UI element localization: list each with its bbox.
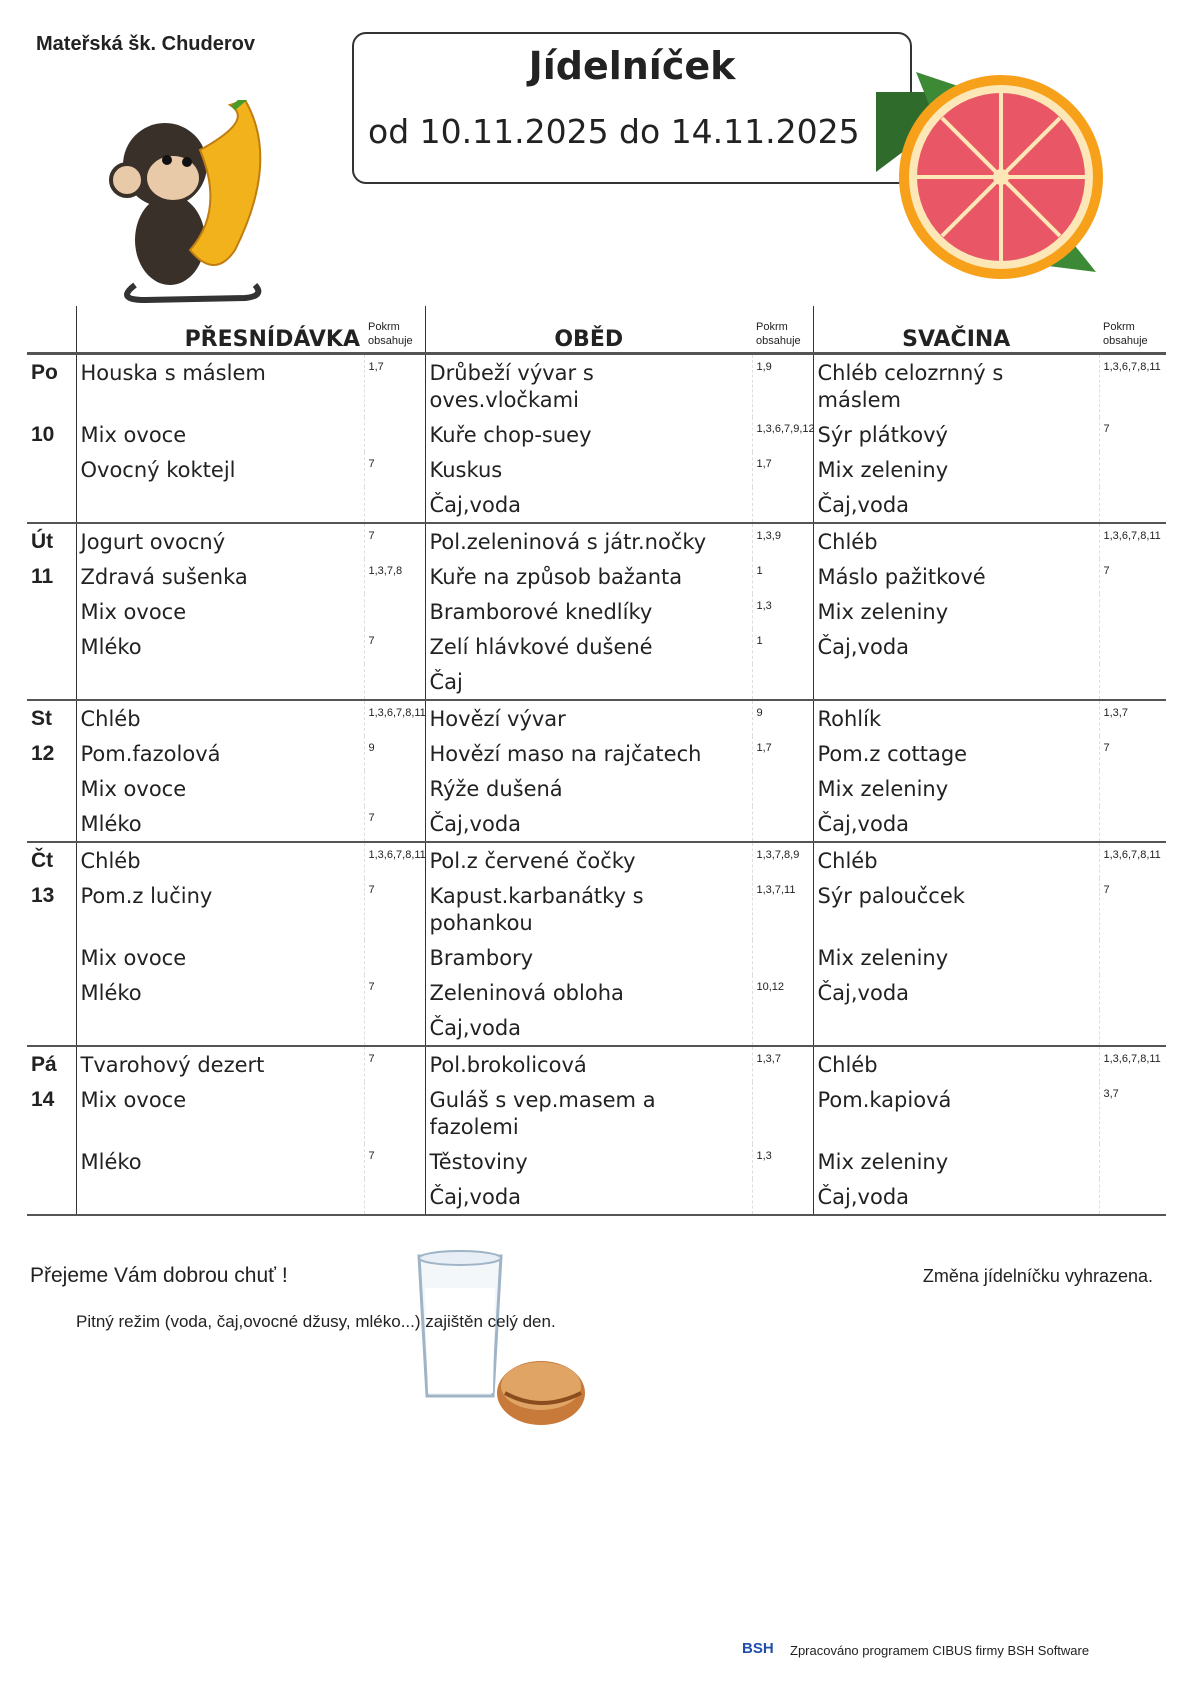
breakfast-item: Zdravá sušenka bbox=[76, 559, 364, 594]
wish-text: Přejeme Vám dobrou chuť ! bbox=[30, 1264, 288, 1287]
day-name: Pá bbox=[31, 1053, 57, 1076]
menu-row bbox=[27, 940, 1166, 975]
day-cell bbox=[27, 1010, 76, 1046]
snack-item: Chléb bbox=[813, 523, 1099, 559]
allergens: 7 bbox=[364, 523, 425, 559]
allergens: 1,3,6,7,8,11 bbox=[1099, 842, 1166, 878]
allergens bbox=[1099, 664, 1166, 700]
menu-row bbox=[27, 1046, 1166, 1082]
allergens: 7 bbox=[364, 1046, 425, 1082]
lunch-item: Zeleninová obloha bbox=[425, 975, 752, 1010]
allergens bbox=[1099, 487, 1166, 523]
allergens: 10,12 bbox=[752, 975, 813, 1010]
allergens: 1,7 bbox=[752, 736, 813, 771]
menu-row bbox=[27, 1144, 1166, 1179]
breakfast-item: Mléko bbox=[76, 1144, 364, 1179]
allergens bbox=[752, 940, 813, 975]
allergens: 7 bbox=[364, 806, 425, 842]
allergens bbox=[1099, 771, 1166, 806]
allergens: 7 bbox=[1099, 559, 1166, 594]
menu-row bbox=[27, 559, 1166, 594]
lunch-item: Čaj,voda bbox=[425, 487, 752, 523]
day-name: St bbox=[31, 707, 52, 730]
snack-item: Mix zeleniny bbox=[813, 940, 1099, 975]
allergens bbox=[364, 1082, 425, 1144]
menu-row bbox=[27, 629, 1166, 664]
lunch-item: Těstoviny bbox=[425, 1144, 752, 1179]
allergen-header: Pokrm obsahuje bbox=[364, 306, 425, 354]
day-cell bbox=[27, 452, 76, 487]
day-cell bbox=[27, 771, 76, 806]
lunch-item: Pol.zeleninová s játr.nočky bbox=[425, 523, 752, 559]
allergens bbox=[752, 806, 813, 842]
lunch-item: Kuře na způsob bažanta bbox=[425, 559, 752, 594]
milk-cookie-image bbox=[415, 1248, 590, 1433]
lunch-item: Brambory bbox=[425, 940, 752, 975]
day-name: Po bbox=[31, 361, 58, 384]
menu-row bbox=[27, 771, 1166, 806]
allergens: 1,3,7 bbox=[752, 1046, 813, 1082]
menu-row bbox=[27, 664, 1166, 700]
snack-item: Čaj,voda bbox=[813, 806, 1099, 842]
allergens: 1,3 bbox=[752, 1144, 813, 1179]
day-cell bbox=[27, 629, 76, 664]
allergens bbox=[1099, 594, 1166, 629]
breakfast-item: Mléko bbox=[76, 975, 364, 1010]
breakfast-item bbox=[76, 664, 364, 700]
monkey-banana-image bbox=[105, 100, 275, 305]
lunch-item: Čaj,voda bbox=[425, 806, 752, 842]
allergens: 7 bbox=[364, 1144, 425, 1179]
allergens bbox=[752, 1010, 813, 1046]
day-number: 14 bbox=[31, 1088, 55, 1111]
allergens: 9 bbox=[752, 700, 813, 736]
breakfast-item: Mléko bbox=[76, 806, 364, 842]
change-notice: Změna jídelníčku vyhrazena. bbox=[922, 1266, 1153, 1286]
menu-body bbox=[27, 354, 1166, 1216]
menu-row bbox=[27, 1082, 1166, 1144]
allergens bbox=[1099, 940, 1166, 975]
snack-item: Sýr paloučcek bbox=[813, 878, 1099, 940]
allergens bbox=[1099, 806, 1166, 842]
snack-item: Pom.kapiová bbox=[813, 1082, 1099, 1144]
allergens: 1,3,6,7,8,11 bbox=[1099, 354, 1166, 418]
allergens bbox=[752, 1082, 813, 1144]
date-range: od 10.11.2025 do 14.11.2025 bbox=[368, 112, 860, 151]
breakfast-item: Chléb bbox=[76, 842, 364, 878]
menu-row bbox=[27, 523, 1166, 559]
snack-item: Čaj,voda bbox=[813, 629, 1099, 664]
breakfast-item: Mix ovoce bbox=[76, 594, 364, 629]
allergens: 7 bbox=[364, 629, 425, 664]
allergens: 1,3,6,7,8,11 bbox=[364, 700, 425, 736]
allergens bbox=[364, 771, 425, 806]
allergens bbox=[364, 594, 425, 629]
allergens bbox=[1099, 1010, 1166, 1046]
snack-item: Mix zeleniny bbox=[813, 1144, 1099, 1179]
day-cell bbox=[27, 1179, 76, 1215]
allergens: 1,3,7,8,9 bbox=[752, 842, 813, 878]
allergens: 1,3,6,7,8,11 bbox=[364, 842, 425, 878]
allergens: 7 bbox=[1099, 878, 1166, 940]
menu-row bbox=[27, 594, 1166, 629]
breakfast-item: Tvarohový dezert bbox=[76, 1046, 364, 1082]
lunch-item: Kuskus bbox=[425, 452, 752, 487]
breakfast-item: Ovocný koktejl bbox=[76, 452, 364, 487]
drinking-regime-text: Pitný režim (voda, čaj,ovocné džusy, mléko...) zajištěn celý den. bbox=[76, 1312, 556, 1331]
breakfast-item bbox=[76, 1010, 364, 1046]
title-box bbox=[352, 32, 912, 184]
menu-table bbox=[27, 306, 1166, 1216]
allergens bbox=[364, 664, 425, 700]
snack-item: Čaj,voda bbox=[813, 487, 1099, 523]
allergens bbox=[752, 771, 813, 806]
column-lunch: OBĚD bbox=[425, 306, 752, 354]
breakfast-item: Jogurt ovocný bbox=[76, 523, 364, 559]
menu-row bbox=[27, 975, 1166, 1010]
breakfast-item: Mix ovoce bbox=[76, 771, 364, 806]
allergens: 7 bbox=[1099, 417, 1166, 452]
breakfast-item: Mix ovoce bbox=[76, 940, 364, 975]
day-cell bbox=[27, 806, 76, 842]
allergens: 1,3,7,8 bbox=[364, 559, 425, 594]
allergens: 1 bbox=[752, 559, 813, 594]
lunch-item: Drůbeží vývar s oves.vločkami bbox=[425, 354, 752, 418]
lunch-item: Hovězí maso na rajčatech bbox=[425, 736, 752, 771]
allergen-header: Pokrm obsahuje bbox=[752, 306, 813, 354]
allergens: 7 bbox=[364, 878, 425, 940]
lunch-item: Guláš s vep.masem a fazolemi bbox=[425, 1082, 752, 1144]
allergens bbox=[364, 417, 425, 452]
page-title: Jídelníček bbox=[528, 44, 736, 88]
menu-row bbox=[27, 842, 1166, 878]
snack-item: Mix zeleniny bbox=[813, 594, 1099, 629]
snack-item: Čaj,voda bbox=[813, 1179, 1099, 1215]
lunch-item: Kuře chop-suey bbox=[425, 417, 752, 452]
lunch-item: Čaj,voda bbox=[425, 1179, 752, 1215]
breakfast-item: Chléb bbox=[76, 700, 364, 736]
grapefruit-image bbox=[876, 62, 1116, 294]
breakfast-item: Mix ovoce bbox=[76, 1082, 364, 1144]
bsh-logo: BSH bbox=[742, 1640, 774, 1657]
lunch-item: Pol.z červené čočky bbox=[425, 842, 752, 878]
day-number: 12 bbox=[31, 742, 55, 765]
allergen-header: Pokrm obsahuje bbox=[1099, 306, 1166, 354]
snack-item: Čaj,voda bbox=[813, 975, 1099, 1010]
lunch-item: Hovězí vývar bbox=[425, 700, 752, 736]
menu-row bbox=[27, 1010, 1166, 1046]
allergens: 7 bbox=[1099, 736, 1166, 771]
allergens bbox=[1099, 629, 1166, 664]
menu-row bbox=[27, 736, 1166, 771]
allergens bbox=[1099, 452, 1166, 487]
breakfast-item bbox=[76, 487, 364, 523]
day-name: Čt bbox=[31, 849, 54, 872]
lunch-item: Pol.brokolicová bbox=[425, 1046, 752, 1082]
allergens bbox=[364, 487, 425, 523]
breakfast-item: Mix ovoce bbox=[76, 417, 364, 452]
snack-item bbox=[813, 1010, 1099, 1046]
allergens: 1,3,7 bbox=[1099, 700, 1166, 736]
breakfast-item: Pom.z lučiny bbox=[76, 878, 364, 940]
day-cell bbox=[27, 940, 76, 975]
allergens: 3,7 bbox=[1099, 1082, 1166, 1144]
day-cell bbox=[27, 487, 76, 523]
snack-item: Rohlík bbox=[813, 700, 1099, 736]
menu-row bbox=[27, 452, 1166, 487]
allergens: 7 bbox=[364, 452, 425, 487]
snack-item: Máslo pažitkové bbox=[813, 559, 1099, 594]
day-cell bbox=[27, 1144, 76, 1179]
snack-item: Chléb bbox=[813, 1046, 1099, 1082]
lunch-item: Čaj bbox=[425, 664, 752, 700]
allergens bbox=[364, 1010, 425, 1046]
snack-item: Mix zeleniny bbox=[813, 452, 1099, 487]
lunch-item: Čaj,voda bbox=[425, 1010, 752, 1046]
allergens bbox=[752, 1179, 813, 1215]
table-header bbox=[27, 306, 1166, 354]
allergens: 1,3,6,7,8,11 bbox=[1099, 523, 1166, 559]
allergens: 1,3,6,7,9,12 bbox=[752, 417, 813, 452]
day-number: 10 bbox=[31, 423, 55, 446]
day-cell bbox=[27, 975, 76, 1010]
allergens bbox=[364, 1179, 425, 1215]
allergens: 9 bbox=[364, 736, 425, 771]
allergens: 1,3 bbox=[752, 594, 813, 629]
snack-item: Chléb celozrnný s máslem bbox=[813, 354, 1099, 418]
breakfast-item: Pom.fazolová bbox=[76, 736, 364, 771]
day-number: 11 bbox=[31, 565, 54, 588]
allergens bbox=[364, 940, 425, 975]
breakfast-item bbox=[76, 1179, 364, 1215]
menu-row bbox=[27, 417, 1166, 452]
menu-row bbox=[27, 878, 1166, 940]
allergens bbox=[1099, 1144, 1166, 1179]
allergens bbox=[752, 664, 813, 700]
software-credit: Zpracováno programem CIBUS firmy BSH Software bbox=[790, 1643, 1090, 1658]
allergens bbox=[752, 487, 813, 523]
allergens bbox=[1099, 1179, 1166, 1215]
lunch-item: Zelí hlávkové dušené bbox=[425, 629, 752, 664]
lunch-item: Rýže dušená bbox=[425, 771, 752, 806]
lunch-item: Bramborové knedlíky bbox=[425, 594, 752, 629]
allergens: 1 bbox=[752, 629, 813, 664]
allergens bbox=[1099, 975, 1166, 1010]
day-name: Út bbox=[31, 530, 54, 553]
allergens: 1,7 bbox=[364, 354, 425, 418]
snack-item: Sýr plátkový bbox=[813, 417, 1099, 452]
allergens: 1,3,6,7,8,11 bbox=[1099, 1046, 1166, 1082]
menu-row bbox=[27, 354, 1166, 418]
column-breakfast: PŘESNÍDÁVKA bbox=[76, 306, 364, 354]
column-snack: SVAČINA bbox=[813, 306, 1099, 354]
day-cell bbox=[27, 594, 76, 629]
menu-row bbox=[27, 1179, 1166, 1215]
breakfast-item: Mléko bbox=[76, 629, 364, 664]
breakfast-item: Houska s máslem bbox=[76, 354, 364, 418]
snack-item: Mix zeleniny bbox=[813, 771, 1099, 806]
allergens: 1,3,7,11 bbox=[752, 878, 813, 940]
allergens: 1,9 bbox=[752, 354, 813, 418]
allergens: 1,7 bbox=[752, 452, 813, 487]
snack-item: Pom.z cottage bbox=[813, 736, 1099, 771]
snack-item: Chléb bbox=[813, 842, 1099, 878]
day-number: 13 bbox=[31, 884, 55, 907]
school-name: Mateřská šk. Chuderov bbox=[36, 33, 255, 55]
menu-row bbox=[27, 487, 1166, 523]
snack-item bbox=[813, 664, 1099, 700]
allergens: 1,3,9 bbox=[752, 523, 813, 559]
allergens: 7 bbox=[364, 975, 425, 1010]
day-cell bbox=[27, 664, 76, 700]
menu-row bbox=[27, 700, 1166, 736]
menu-row bbox=[27, 806, 1166, 842]
lunch-item: Kapust.karbanátky s pohankou bbox=[425, 878, 752, 940]
